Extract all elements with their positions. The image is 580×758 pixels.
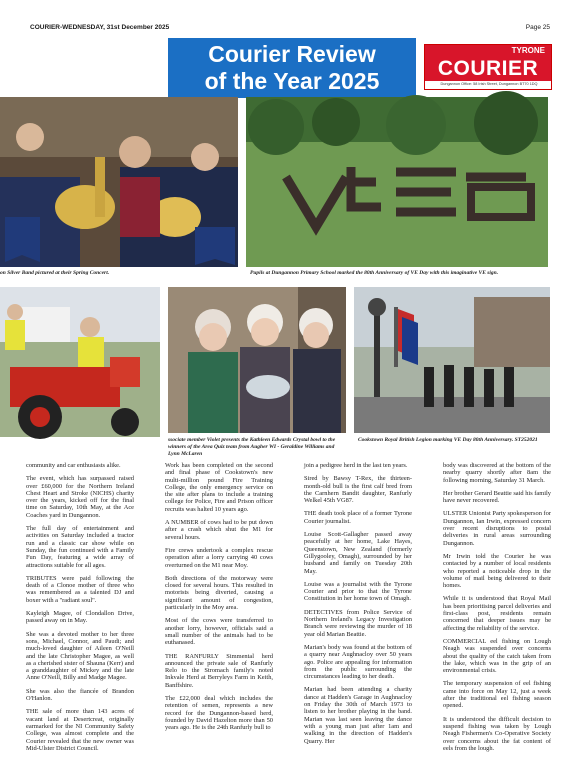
- banner-line-1: Courier Review: [208, 41, 376, 67]
- col2-p5: THE RANFURLY Simmental herd announced the private sale of Ranfurly Relo to the Stromach family's noted Inkvale Herd at Berryleys Farm in Keith, Banffshire.: [165, 652, 273, 689]
- col3-p4: Louise was a journalist with the Tyrone Courier and prior to that the Tyrone Constitution in her home town of Omagh.: [304, 580, 412, 603]
- col3-p1: Sired by Bawsy T-Rex, the thirteen-month-old bull is the first calf bred from the Carnhern Bandit daughter, Ranfurly Welkel 45th VG87.: [304, 475, 412, 505]
- col4-p5: COMMERCIAL eel fishing on Lough Neagh was suspended over concerns about the quality of the catch taken from the lake, which was in the grip of an environmental crisis.: [443, 637, 551, 675]
- logo-strap: Dungannon Office: 58 Irish Street, Dungannon BT70 1DQ: [440, 82, 538, 86]
- col3-p2: THE death took place of a former Tyrone Courier journalist.: [304, 510, 412, 525]
- col1-p4: Kayleigh Magee, of Clondallon Drive, passed away on in May.: [26, 610, 134, 625]
- col4-p1: Her brother Gerard Beattie said his family have never recovered.: [443, 489, 551, 505]
- trophy-photo: [168, 287, 346, 433]
- ve-day-caption: Pupils at Dungannon Primary School marked the 80th Anniversary of VE Day with this imaginative VE sign.: [250, 270, 499, 276]
- page-number: Page 25: [525, 24, 550, 31]
- col1-p2: The full day of entertainment and activities on Saturday included a tractor run and a classic car show while on Sunday, the fun continued with a Family Fun Day, featuring a wide array of attractions suitable for all ages.: [26, 525, 134, 569]
- col1-p5: She was a devoted mother to her three sons, Michael, Connor, and Paudi; and much-loved daughter of Aileen O'Neill and the late Christopher Magee, as well as a cherished sister of Shauna (Kerr) and a granddaughter of Mickey and the late Anne O'Neill, Billy and Madge Magee.: [26, 630, 134, 682]
- col4-p6: The temporary suspension of eel fishing came into force on May 12, just a week after the traditional eel fishing season opened.: [443, 680, 551, 710]
- col1-p1: The event, which has surpassed raised over £60,000 for the Northern Ireland Chest Heart and Stroke (NICHS) charity over the years, kicked off for the final time on Saturday, 10th May, at the Ace Coaches yard in Dungannon.: [26, 475, 134, 519]
- column-2: [165, 462, 273, 738]
- review-banner: [168, 38, 416, 98]
- col2-p2: Fire crews undertook a complex rescue operation after a lorry carrying 40 cows overturned on the M1 near Moy.: [165, 546, 273, 569]
- col1-p7: THE sale of more than 143 acres of vacant land at Desertcreat, originally earmarked for the NI Community Safety College, was almost complete and the Courier revealed that the new owner was Mid-Ulster District Council.: [26, 708, 134, 752]
- col4-p3: Mr Irwin told the Courier he was contacted by a number of local residents who reported a noticeable drop in the volume of mail being delivered to their homes.: [443, 552, 551, 590]
- column-4: [443, 462, 551, 758]
- col3-p7: Marian had been attending a charity dance at Hadden's Garage in Aughnacloy on Friday the 30th of March 1973 to listen to her brother playing in the band. Marian was last seen leaving the dance with a young man just after 1am and walking in the direction of Hadden's Quarry. Her: [304, 686, 412, 745]
- col2-p3: Both directions of the motorway were closed for several hours. This resulted in motorists being diverted, causing a significant amount of congestion, particularly in the Moy area.: [165, 574, 273, 612]
- col3-p5: DETECTIVES from Police Service of Northern Ireland's Legacy Investigation Branch were reviewing the murder of 18 year old Marian Beattie.: [304, 608, 412, 638]
- col4-p7: It is understood the difficult decision to suspend fishing was taken by Lough Neagh Fishermen's Co-Operative Society over concerns about the fat content of eels from the lough.: [443, 715, 551, 752]
- logo-top: TYRONE: [425, 45, 551, 57]
- col2-p4: Most of the cows were transferred to another lorry, however, officials said a small number of the animals had to be euthanased.: [165, 617, 273, 647]
- tyrone-courier-logo: [424, 44, 552, 90]
- col3-p6: Marian's body was found at the bottom of a quarry near Aughnacloy over 50 years ago. Police are appealing for information from the public surrounding the circumstances leading to her death.: [304, 643, 412, 681]
- tractor-photo: [0, 287, 160, 437]
- col4-p0: body was discovered at the bottom of the nearby quarry shortly after 8am the following morning, Saturday 31 March.: [443, 462, 551, 484]
- col3-p0: join a pedigree herd in the last ten years.: [304, 462, 408, 469]
- logo-main: COURIER: [425, 57, 551, 81]
- column-3: [304, 462, 412, 751]
- band-photo: [0, 97, 238, 267]
- column-1: [26, 462, 134, 758]
- col2-p0: Work has been completed on the second and final phase of Cookstown's new multi-million pound Fire Training College, the only emergency service on the site after plans to include a training college for Police, Fire and Prison officer recruits was halted 10 years ago.: [165, 462, 273, 513]
- col2-p6: The £22,000 deal which includes the retention of semen, represents a new record for the Dungannon-based herd, founded by David Hazelton more than 50 years ago. He is the 24th Ranfurly bull to: [165, 695, 273, 732]
- col1-p6: She was also the fiancée of Brandon O'Hanlon.: [26, 687, 134, 703]
- publication-date: COURIER-WEDNESDAY, 31st December 2025: [30, 24, 170, 31]
- trophy-caption: ssociate member Violet presents the Kathleen Edwards Crystal bowl to the winners of the Area Quiz team from Augher WI - Geraldine Williams and Lynn McLaren: [168, 437, 336, 457]
- legion-caption: Cookstown Royal British Legion marking VE Day 80th Anniversary. ST252021: [358, 437, 538, 443]
- col1-p0: community and car enthusiasts alike.: [26, 462, 121, 469]
- col4-p4: While it is understood that Royal Mail has been prioritising parcel deliveries and first-class post, residents remain concerned that deeper issues may be affecting the reliability of the service.: [443, 595, 551, 632]
- col3-p3: Louise Scott-Gallagher passed away peacefully at her home, Lake Hayes, Queenstown, New Zealand (formerly Gillygooley, Omagh), surrounded by her husband and family on Tuesday 20th May.: [304, 531, 412, 575]
- band-caption: on Silver Band pictured at their Spring Concert.: [0, 270, 110, 276]
- banner-line-2: of the Year 2025: [204, 68, 380, 94]
- col1-p3: TRIBUTES were paid following the death of a Clonoe mother of three who was remembered as a talented DJ and boxer with a "radiant soul".: [26, 574, 134, 604]
- ve-day-photo: [246, 97, 548, 267]
- col4-p2: ULSTER Unionist Party spokesperson for Dungannon, Ian Irwin, expressed concern over recent disruptions to postal deliveries in rural areas surrounding Dungannon.: [443, 510, 551, 547]
- page-header: [30, 22, 550, 34]
- legion-photo: [354, 287, 550, 433]
- col2-p1: A NUMBER of cows had to be put down after a crash which shut the M1 for several hours.: [165, 519, 273, 541]
